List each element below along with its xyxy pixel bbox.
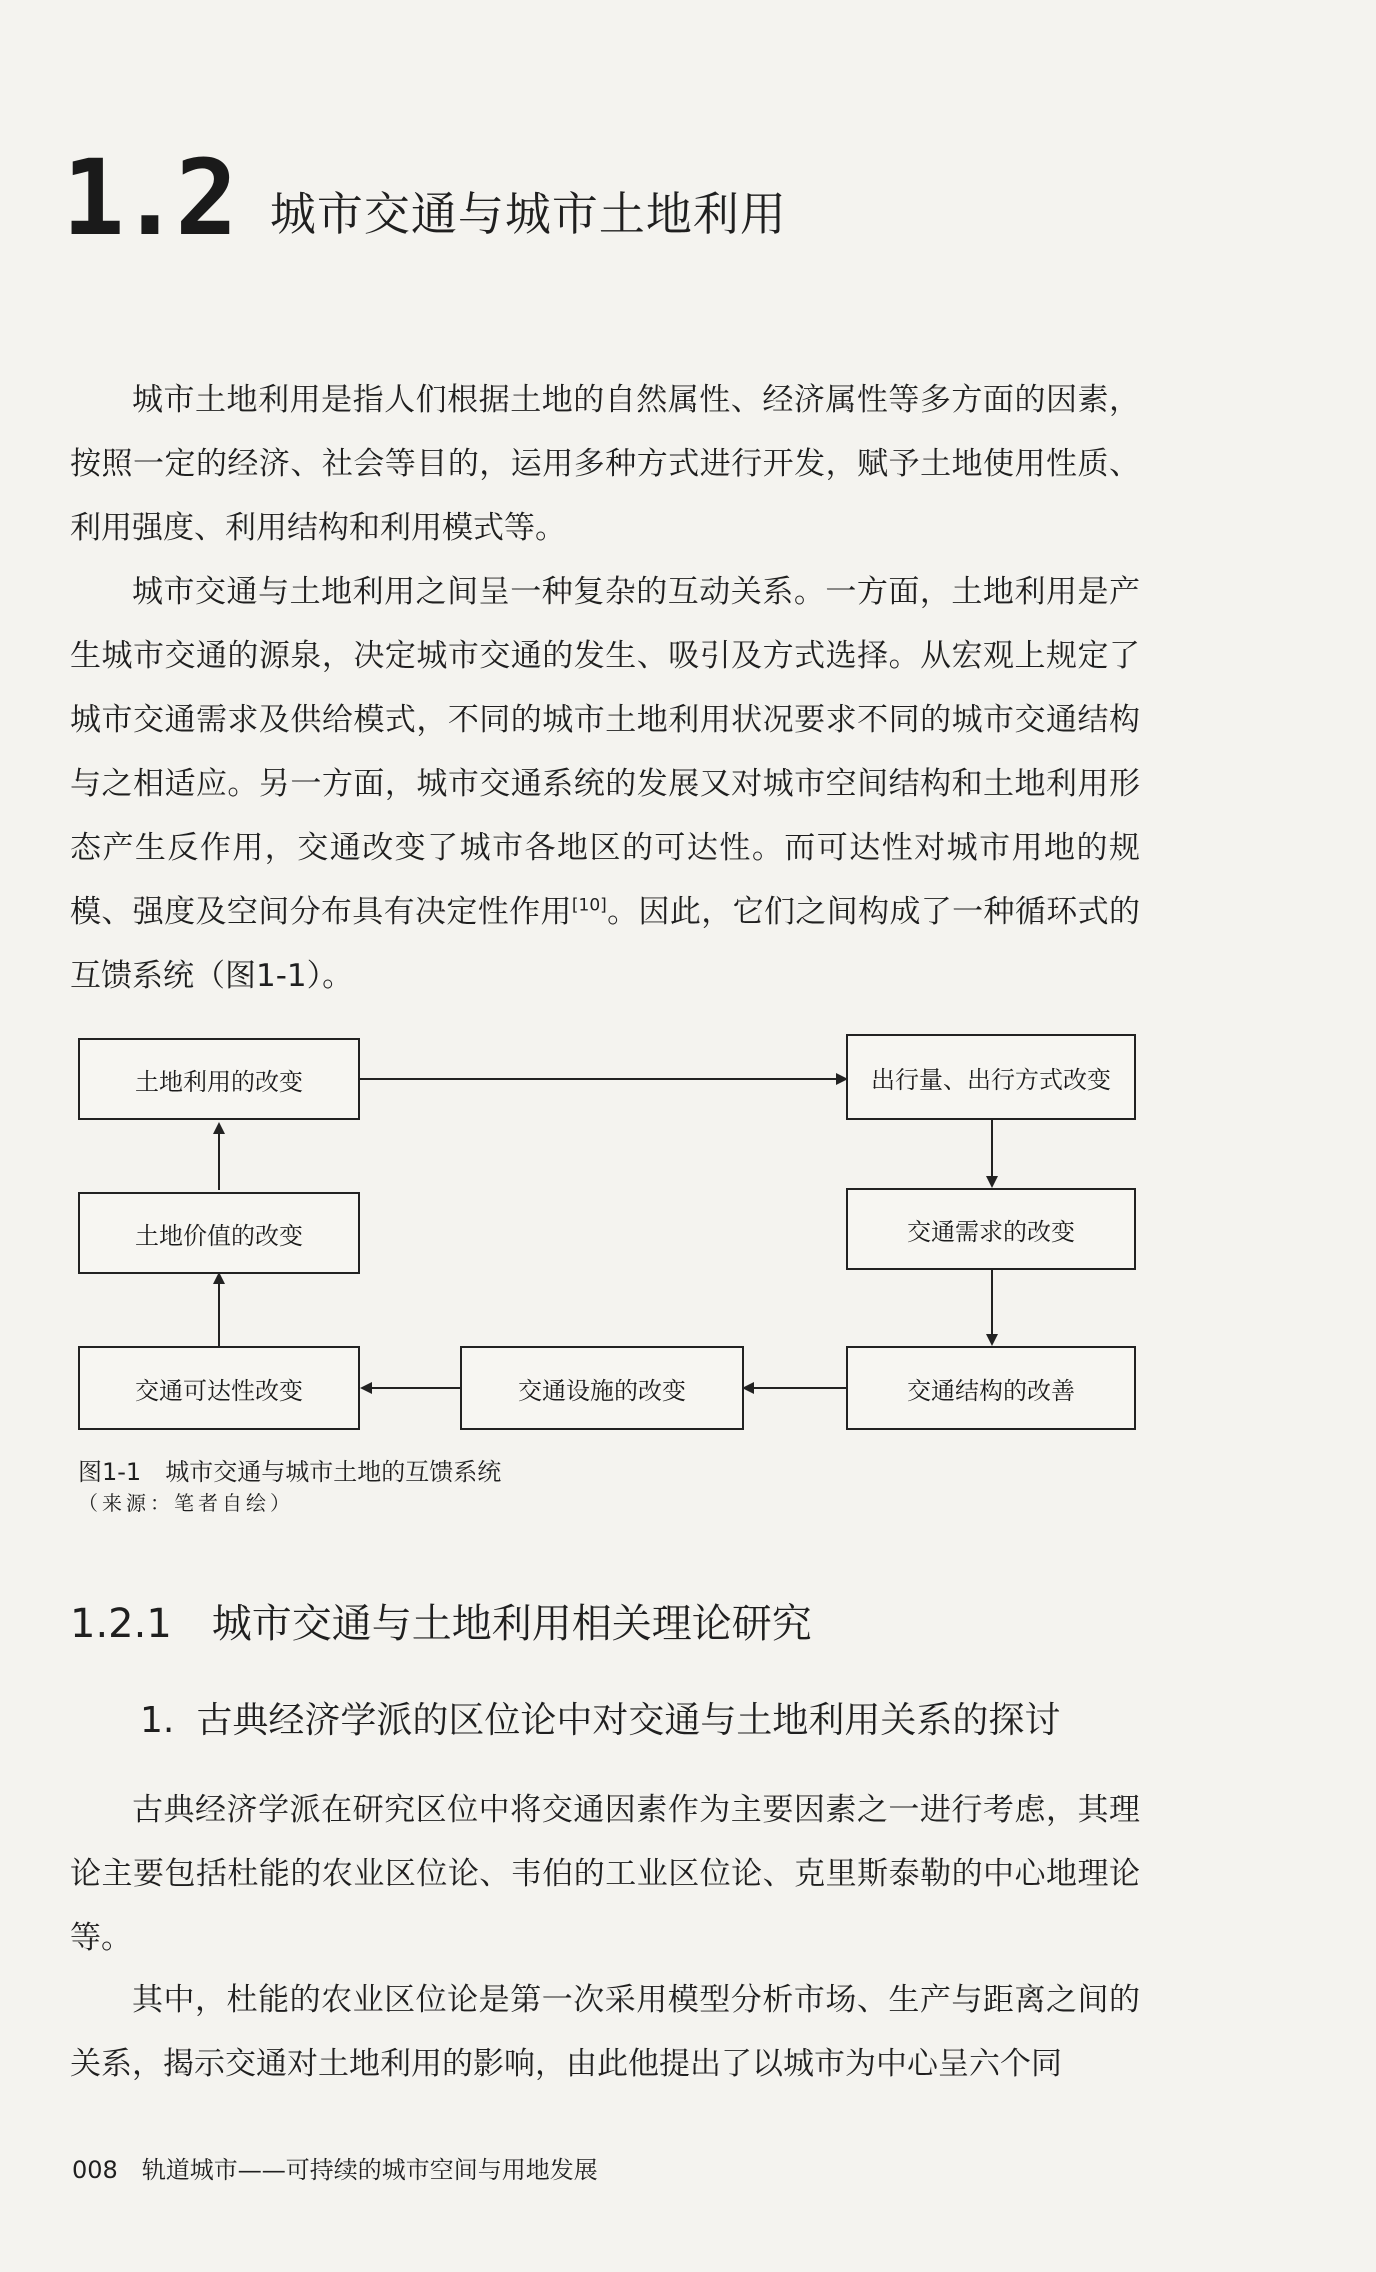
figure-source: （来源：笔者自绘） <box>78 1491 294 1515</box>
paragraph-1: 城市土地利用是指人们根据土地的自然属性、经济属性等多方面的因素，按照一定的经济、社会等目的，运用多种方式进行开发，赋予土地使用性质、利用强度、利用结构和利用模式等。 <box>70 382 1140 546</box>
page-number: 008 <box>72 2156 118 2184</box>
box-land-value-change: 土地价值的改变 <box>78 1192 360 1274</box>
subsubsection-heading <box>140 1692 1060 1743</box>
page-footer <box>72 2150 598 2185</box>
box-facility-change: 交通设施的改变 <box>460 1346 744 1430</box>
book-title: 轨道城市——可持续的城市空间与用地发展 <box>141 2156 598 2184</box>
subsection-title: 城市交通与土地利用相关理论研究 <box>211 1601 812 1647</box>
figure-caption: 图1-1 城市交通与城市土地的互馈系统 <box>78 1458 502 1486</box>
subsubsection-number: 1. <box>140 1700 175 1741</box>
section-number: 1.2 <box>62 137 232 259</box>
subsubsection-title: 古典经济学派的区位论中对交通与土地利用关系的探讨 <box>196 1700 1061 1741</box>
paragraph-4: 其中，杜能的农业区位论是第一次采用模型分析市场、生产与距离之间的关系，揭示交通对土地利用的影响，由此他提出了以城市为中心呈六个同 <box>70 1982 1140 2082</box>
paragraph-2 <box>70 560 1140 1008</box>
section-heading <box>62 137 787 259</box>
box-land-use-change: 土地利用的改变 <box>78 1038 360 1120</box>
subsection-heading <box>70 1592 812 1649</box>
feedback-diagram <box>60 1020 1150 1440</box>
box-trip-change: 出行量、出行方式改变 <box>846 1034 1136 1120</box>
box-accessibility-change: 交通可达性改变 <box>78 1346 360 1430</box>
box-demand-change: 交通需求的改变 <box>846 1188 1136 1270</box>
paragraph-3: 古典经济学派在研究区位中将交通因素作为主要因素之一进行考虑，其理论主要包括杜能的农业区位论、韦伯的工业区位论、克里斯泰勒的中心地理论等。 <box>70 1792 1140 1956</box>
box-structure-change: 交通结构的改善 <box>846 1346 1136 1430</box>
section-title: 城市交通与城市土地利用 <box>269 187 787 241</box>
paragraph-2-main: 城市交通与土地利用之间呈一种复杂的互动关系。一方面，土地利用是产生城市交通的源泉，决定城市交通的发生、吸引及方式选择。从宏观上规定了城市交通需求及供给模式，不同的城市土地利用状况要求不同的城市交通结构与之相适应。另一方面，城市交通系统的发展又对城市空间结构和土地利用形态产生反作用，交通改变了城市各地区的可达性。而可达性对城市用地的规模、强度及空间分布具有决定性作用 <box>70 574 1140 930</box>
subsection-number: 1.2.1 <box>70 1601 172 1647</box>
citation-ref: [10] <box>571 895 607 916</box>
paragraph-2-tail: 。因此，它们之间构成了一种循环式的互馈系统（图1-1）。 <box>70 894 1141 994</box>
